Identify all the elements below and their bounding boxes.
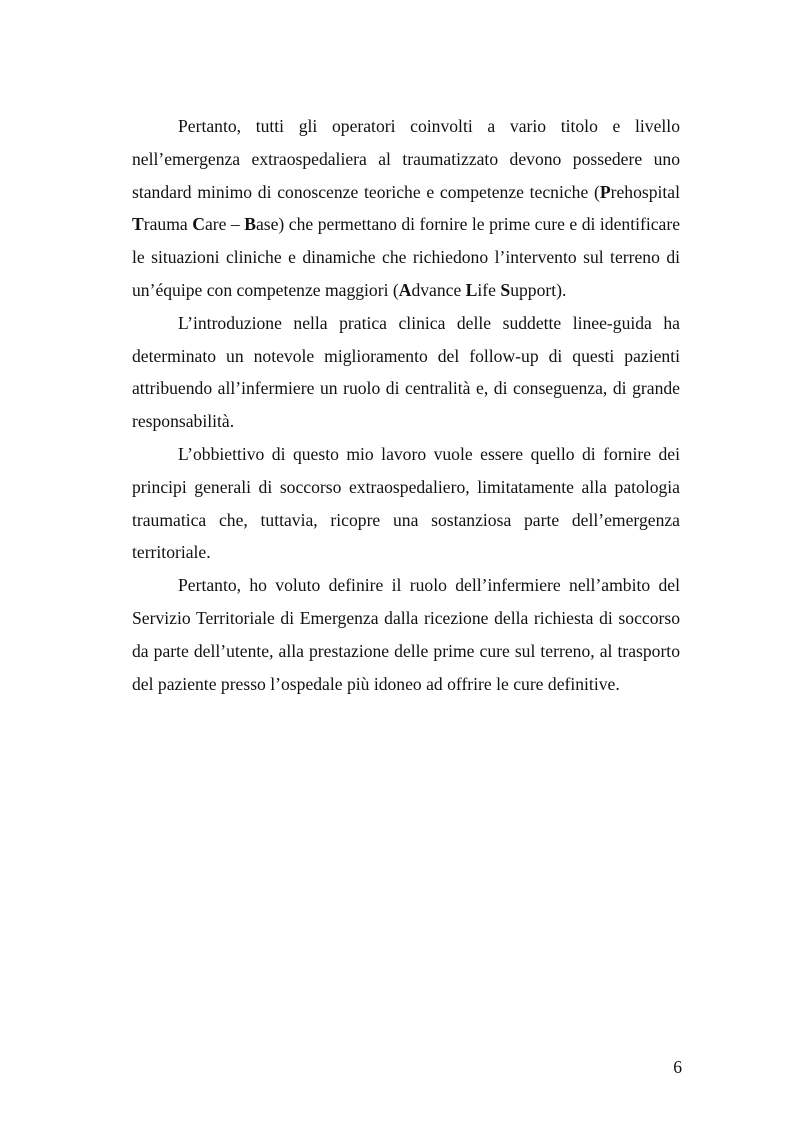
- text-run: rauma: [143, 214, 193, 235]
- text-run: Pertanto, ho voluto definire il ruolo dell’infermiere nell’ambito del Servizio Territoriale di Emergenza dalla ricezione della richiesta di soccorso da parte dell’utente, alla prestazione delle prime cure sul terreno, al trasporto del paziente presso l’ospedale più idoneo ad offrire le cure definitive.: [132, 575, 680, 694]
- acronym-letter: A: [398, 279, 412, 300]
- text-run: rehospital: [610, 181, 680, 202]
- acronym-letter: S: [500, 279, 511, 300]
- page-number: 6: [673, 1057, 682, 1077]
- text-run: are –: [204, 214, 245, 235]
- acronym-letter: P: [599, 181, 611, 202]
- text-run: upport).: [510, 279, 567, 300]
- paragraph: [132, 569, 680, 700]
- paragraph: [132, 110, 680, 307]
- body-text: [132, 110, 680, 700]
- text-run: ife: [477, 279, 501, 300]
- text-run: Pertanto, tutti gli operatori coinvolti a vario titolo e livello nell’emergenza extraospedaliera al traumatizzato devono possedere uno standard minimo di conoscenze teoriche e competenze tecniche (: [132, 116, 680, 202]
- text-run: L’obbiettivo di questo mio lavoro vuole essere quello di fornire dei principi generali di soccorso extraospedaliero, limitatamente alla patologia traumatica che, tuttavia, ricopre una sostanziosa parte dell’emergenza territoriale.: [132, 443, 680, 563]
- acronym-letter: C: [192, 214, 205, 235]
- acronym-letter: B: [244, 214, 256, 235]
- text-run: ase) che permettano di fornire le prime cure e di identificare le situazioni cliniche e dinamiche che richiedono l’intervento sul terreno di un’équipe con competenze maggiori (: [132, 214, 681, 300]
- text-run: L’introduzione nella pratica clinica delle suddette linee-guida ha determinato un notevole miglioramento del follow-up di questi pazienti attribuendo all’infermiere un ruolo di centralità e, di conseguenza, di grande responsabilità.: [132, 312, 680, 432]
- acronym-letter: T: [132, 214, 144, 235]
- paragraph: [132, 307, 680, 438]
- acronym-letter: L: [465, 279, 478, 300]
- paragraph: [132, 438, 680, 569]
- text-run: dvance: [411, 279, 466, 300]
